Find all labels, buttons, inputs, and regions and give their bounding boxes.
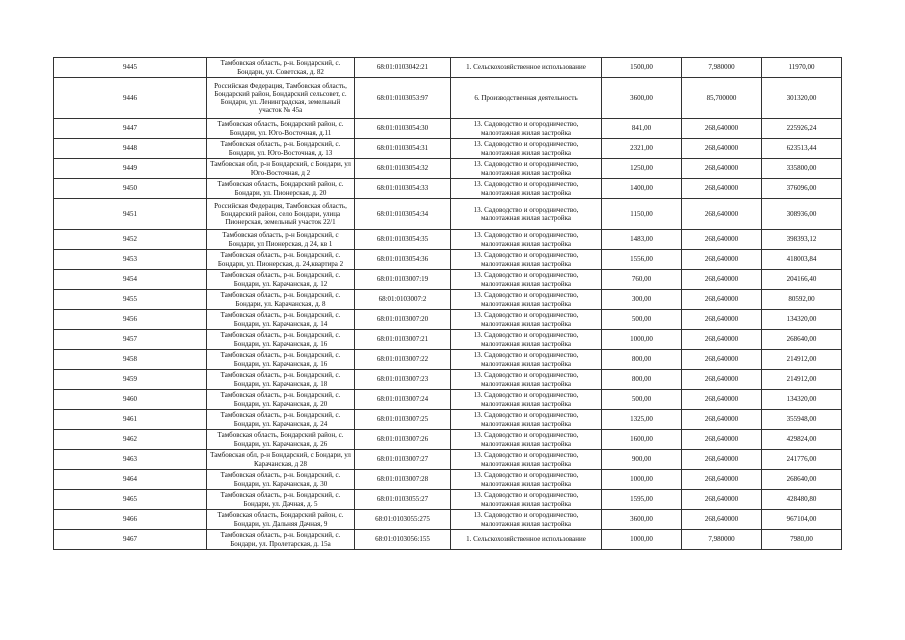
cell-use: 6. Производственная деятельность [451, 78, 602, 119]
cell-rate: 7,980000 [682, 530, 762, 550]
cell-use: 13. Садоводство и огородничество, малоэтажная жилая застройка [451, 390, 602, 410]
cell-num: 9448 [54, 139, 207, 159]
cell-cost: 204166,40 [762, 270, 842, 290]
cell-cost: 398393,12 [762, 230, 842, 250]
cell-addr: Тамбовская область, р-н. Бондарский, с. Бондари, ул. Дачная, д. 5 [207, 490, 355, 510]
cell-cost: 214912,00 [762, 370, 842, 390]
cell-cost: 225926,24 [762, 119, 842, 139]
cell-use: 13. Садоводство и огородничество, малоэтажная жилая застройка [451, 350, 602, 370]
cell-cost: 80592,00 [762, 290, 842, 310]
cell-cost: 7980,00 [762, 530, 842, 550]
cell-cost: 428480,80 [762, 490, 842, 510]
cell-area: 1600,00 [602, 430, 682, 450]
cell-num: 9451 [54, 199, 207, 230]
cell-rate: 268,640000 [682, 510, 762, 530]
cell-area: 500,00 [602, 390, 682, 410]
land-plots-table [53, 57, 842, 550]
table-row [54, 139, 842, 159]
cell-code: 68:01:0103007:22 [355, 350, 451, 370]
cell-num: 9460 [54, 390, 207, 410]
cell-area: 1150,00 [602, 199, 682, 230]
cell-use: 13. Садоводство и огородничество, малоэтажная жилая застройка [451, 139, 602, 159]
table-row [54, 270, 842, 290]
table-row [54, 78, 842, 119]
cell-code: 68:01:0103042:21 [355, 58, 451, 78]
cell-area: 500,00 [602, 310, 682, 330]
cell-num: 9462 [54, 430, 207, 450]
cell-code: 68:01:0103056:155 [355, 530, 451, 550]
cell-addr: Тамбовская область, Бондарский район, с. Бондари, ул. Карачанская, д. 26 [207, 430, 355, 450]
cell-num: 9455 [54, 290, 207, 310]
table-row [54, 510, 842, 530]
cell-addr: Тамбовская область, р-н. Бондарский, с. Бондари, ул. Карачанская, д. 8 [207, 290, 355, 310]
cell-rate: 268,640000 [682, 139, 762, 159]
cell-code: 68:01:0103007:28 [355, 470, 451, 490]
cell-cost: 376096,00 [762, 179, 842, 199]
cell-num: 9446 [54, 78, 207, 119]
cell-rate: 268,640000 [682, 270, 762, 290]
cell-area: 900,00 [602, 450, 682, 470]
cell-code: 68:01:0103054:31 [355, 139, 451, 159]
table-row [54, 310, 842, 330]
cell-code: 68:01:0103007:23 [355, 370, 451, 390]
cell-num: 9454 [54, 270, 207, 290]
cell-code: 68:01:0103054:36 [355, 250, 451, 270]
cell-use: 13. Садоводство и огородничество, малоэтажная жилая застройка [451, 370, 602, 390]
cell-use: 13. Садоводство и огородничество, малоэтажная жилая застройка [451, 490, 602, 510]
table-row [54, 290, 842, 310]
cell-rate: 268,640000 [682, 370, 762, 390]
cell-code: 68:01:0103007:27 [355, 450, 451, 470]
cell-rate: 268,640000 [682, 490, 762, 510]
cell-use: 13. Садоводство и огородничество, малоэтажная жилая застройка [451, 290, 602, 310]
cell-code: 68:01:0103053:97 [355, 78, 451, 119]
cell-area: 800,00 [602, 370, 682, 390]
cell-use: 13. Садоводство и огородничество, малоэтажная жилая застройка [451, 330, 602, 350]
cell-cost: 214912,00 [762, 350, 842, 370]
table-row [54, 490, 842, 510]
table-row [54, 470, 842, 490]
cell-code: 68:01:0103007:20 [355, 310, 451, 330]
cell-use: 13. Садоводство и огородничество, малоэтажная жилая застройка [451, 250, 602, 270]
cell-cost: 301320,00 [762, 78, 842, 119]
table-row [54, 159, 842, 179]
cell-rate: 268,640000 [682, 250, 762, 270]
cell-rate: 268,640000 [682, 119, 762, 139]
table-row [54, 410, 842, 430]
cell-area: 1500,00 [602, 58, 682, 78]
cell-addr: Тамбовская область, р-н. Бондарский, с. Бондари, ул. Карачанская, д. 12 [207, 270, 355, 290]
cell-code: 68:01:0103055:275 [355, 510, 451, 530]
cell-area: 1000,00 [602, 530, 682, 550]
cell-rate: 85,700000 [682, 78, 762, 119]
cell-rate: 268,640000 [682, 230, 762, 250]
cell-use: 13. Садоводство и огородничество, малоэтажная жилая застройка [451, 430, 602, 450]
cell-cost: 355948,00 [762, 410, 842, 430]
cell-use: 13. Садоводство и огородничество, малоэтажная жилая застройка [451, 450, 602, 470]
cell-addr: Тамбовская обл, р-н Бондарский, с Бондари, ул Карачанская, д 28 [207, 450, 355, 470]
cell-code: 68:01:0103007:24 [355, 390, 451, 410]
cell-addr: Тамбовская область, р-н. Бондарский, с. Бондари, ул. Советская, д. 82 [207, 58, 355, 78]
cell-rate: 268,640000 [682, 330, 762, 350]
table-row [54, 250, 842, 270]
cell-addr: Тамбовская область, Бондарский район, с. Бондари, ул. Юго-Восточная, д.11 [207, 119, 355, 139]
cell-area: 3600,00 [602, 510, 682, 530]
cell-rate: 268,640000 [682, 390, 762, 410]
cell-rate: 268,640000 [682, 159, 762, 179]
cell-addr: Тамбовская область, р-н. Бондарский, с. Бондари, ул. Карачанская, д. 24 [207, 410, 355, 430]
cell-rate: 268,640000 [682, 430, 762, 450]
cell-area: 800,00 [602, 350, 682, 370]
cell-rate: 268,640000 [682, 350, 762, 370]
cell-code: 68:01:0103055:27 [355, 490, 451, 510]
table-row [54, 119, 842, 139]
cell-addr: Тамбовская область, р-н. Бондарский, с. Бондари, ул. Карачанская, д. 16 [207, 350, 355, 370]
cell-addr: Российская Федерация, Тамбовская область, Бондарский район, село Бондари, улица Пионерская, земельный участок 22/1 [207, 199, 355, 230]
cell-rate: 268,640000 [682, 310, 762, 330]
table-row [54, 450, 842, 470]
cell-use: 13. Садоводство и огородничество, малоэтажная жилая застройка [451, 159, 602, 179]
cell-num: 9459 [54, 370, 207, 390]
cell-addr: Тамбовская область, р-н. Бондарский, с. Бондари, ул. Карачанская, д. 14 [207, 310, 355, 330]
cell-num: 9450 [54, 179, 207, 199]
cell-area: 1400,00 [602, 179, 682, 199]
cell-cost: 308936,00 [762, 199, 842, 230]
cell-num: 9461 [54, 410, 207, 430]
cell-cost: 335800,00 [762, 159, 842, 179]
cell-area: 1325,00 [602, 410, 682, 430]
cell-use: 13. Садоводство и огородничество, малоэтажная жилая застройка [451, 470, 602, 490]
cell-code: 68:01:0103054:35 [355, 230, 451, 250]
cell-rate: 268,640000 [682, 450, 762, 470]
cell-num: 9453 [54, 250, 207, 270]
table-row [54, 350, 842, 370]
cell-code: 68:01:0103007:25 [355, 410, 451, 430]
cell-rate: 268,640000 [682, 410, 762, 430]
cell-addr: Тамбовская область, р-н. Бондарский, с. Бондари, ул. Карачанская, д. 30 [207, 470, 355, 490]
cell-use: 1. Сельскохозяйственное использование [451, 58, 602, 78]
cell-rate: 7,980000 [682, 58, 762, 78]
cell-num: 9464 [54, 470, 207, 490]
cell-code: 68:01:0103054:30 [355, 119, 451, 139]
table-body [54, 58, 842, 550]
table-row [54, 58, 842, 78]
cell-code: 68:01:0103054:32 [355, 159, 451, 179]
cell-cost: 429824,00 [762, 430, 842, 450]
cell-use: 13. Садоводство и огородничество, малоэтажная жилая застройка [451, 230, 602, 250]
cell-num: 9466 [54, 510, 207, 530]
cell-area: 841,00 [602, 119, 682, 139]
cell-addr: Тамбовская обл, р-н Бондарский, с Бондари, ул Юго-Восточная, д 2 [207, 159, 355, 179]
cell-addr: Тамбовская область, р-н. Бондарский, с. Бондари, ул. Карачанская, д. 18 [207, 370, 355, 390]
cell-addr: Тамбовская область, Бондарский район, с. Бондари, ул. Пионерская, д. 20 [207, 179, 355, 199]
cell-cost: 268640,00 [762, 330, 842, 350]
cell-cost: 11970,00 [762, 58, 842, 78]
cell-addr: Тамбовская область, Бондарский район, с. Бондари, ул. Дальняя Дачная, 9 [207, 510, 355, 530]
cell-area: 1595,00 [602, 490, 682, 510]
cell-num: 9447 [54, 119, 207, 139]
cell-rate: 268,640000 [682, 179, 762, 199]
cell-area: 1483,00 [602, 230, 682, 250]
table-row [54, 199, 842, 230]
cell-cost: 623513,44 [762, 139, 842, 159]
cell-use: 1. Сельскохозяйственное использование [451, 530, 602, 550]
cell-addr: Тамбовская область, р-н. Бондарский, с. Бондари, ул. Карачанская, д. 20 [207, 390, 355, 410]
cell-area: 760,00 [602, 270, 682, 290]
cell-num: 9456 [54, 310, 207, 330]
cell-addr: Тамбовская область, р-н. Бондарский, с. Бондари, ул. Карачанская, д. 16 [207, 330, 355, 350]
cell-area: 1556,00 [602, 250, 682, 270]
cell-num: 9465 [54, 490, 207, 510]
cell-use: 13. Садоводство и огородничество, малоэтажная жилая застройка [451, 179, 602, 199]
cell-num: 9458 [54, 350, 207, 370]
cell-cost: 268640,00 [762, 470, 842, 490]
cell-addr: Тамбовская область, р-н Бондарский, с Бондари, ул Пионерская, д 24, кв 1 [207, 230, 355, 250]
cell-addr: Российская Федерация, Тамбовская область, Бондарский район, Бондарский сельсовет, с. Бондари, ул. Ленинградская, земельный участок № 45а [207, 78, 355, 119]
cell-area: 1000,00 [602, 330, 682, 350]
cell-cost: 134320,00 [762, 310, 842, 330]
cell-area: 1250,00 [602, 159, 682, 179]
cell-code: 68:01:0103007:19 [355, 270, 451, 290]
cell-area: 300,00 [602, 290, 682, 310]
cell-use: 13. Садоводство и огородничество, малоэтажная жилая застройка [451, 199, 602, 230]
cell-cost: 967104,00 [762, 510, 842, 530]
cell-code: 68:01:0103007:26 [355, 430, 451, 450]
cell-num: 9449 [54, 159, 207, 179]
cell-code: 68:01:0103007:21 [355, 330, 451, 350]
cell-num: 9452 [54, 230, 207, 250]
cell-use: 13. Садоводство и огородничество, малоэтажная жилая застройка [451, 410, 602, 430]
cell-num: 9463 [54, 450, 207, 470]
cell-area: 2321,00 [602, 139, 682, 159]
cell-code: 68:01:0103054:34 [355, 199, 451, 230]
cell-rate: 268,640000 [682, 470, 762, 490]
cell-rate: 268,640000 [682, 290, 762, 310]
cell-use: 13. Садоводство и огородничество, малоэтажная жилая застройка [451, 119, 602, 139]
cell-cost: 241776,00 [762, 450, 842, 470]
cell-area: 1000,00 [602, 470, 682, 490]
cell-area: 3600,00 [602, 78, 682, 119]
table-row [54, 330, 842, 350]
cell-use: 13. Садоводство и огородничество, малоэтажная жилая застройка [451, 310, 602, 330]
cell-num: 9467 [54, 530, 207, 550]
cell-num: 9445 [54, 58, 207, 78]
cell-cost: 418003,84 [762, 250, 842, 270]
cell-num: 9457 [54, 330, 207, 350]
table-row [54, 179, 842, 199]
cell-use: 13. Садоводство и огородничество, малоэтажная жилая застройка [451, 510, 602, 530]
table-row [54, 390, 842, 410]
cell-code: 68:01:0103007:2 [355, 290, 451, 310]
cell-use: 13. Садоводство и огородничество, малоэтажная жилая застройка [451, 270, 602, 290]
table-row [54, 430, 842, 450]
cell-cost: 134320,00 [762, 390, 842, 410]
cell-addr: Тамбовская область, р-н. Бондарский, с. Бондари, ул. Пролетарская, д. 15а [207, 530, 355, 550]
table-row [54, 530, 842, 550]
cell-rate: 268,640000 [682, 199, 762, 230]
cell-addr: Тамбовская область, р-н. Бондарский, с. Бондари, ул. Пионерская, д. 24,квартира 2 [207, 250, 355, 270]
table-row [54, 230, 842, 250]
cell-addr: Тамбовская область, р-н. Бондарский, с. Бондари, ул. Юго-Восточная, д. 13 [207, 139, 355, 159]
cell-code: 68:01:0103054:33 [355, 179, 451, 199]
table-row [54, 370, 842, 390]
